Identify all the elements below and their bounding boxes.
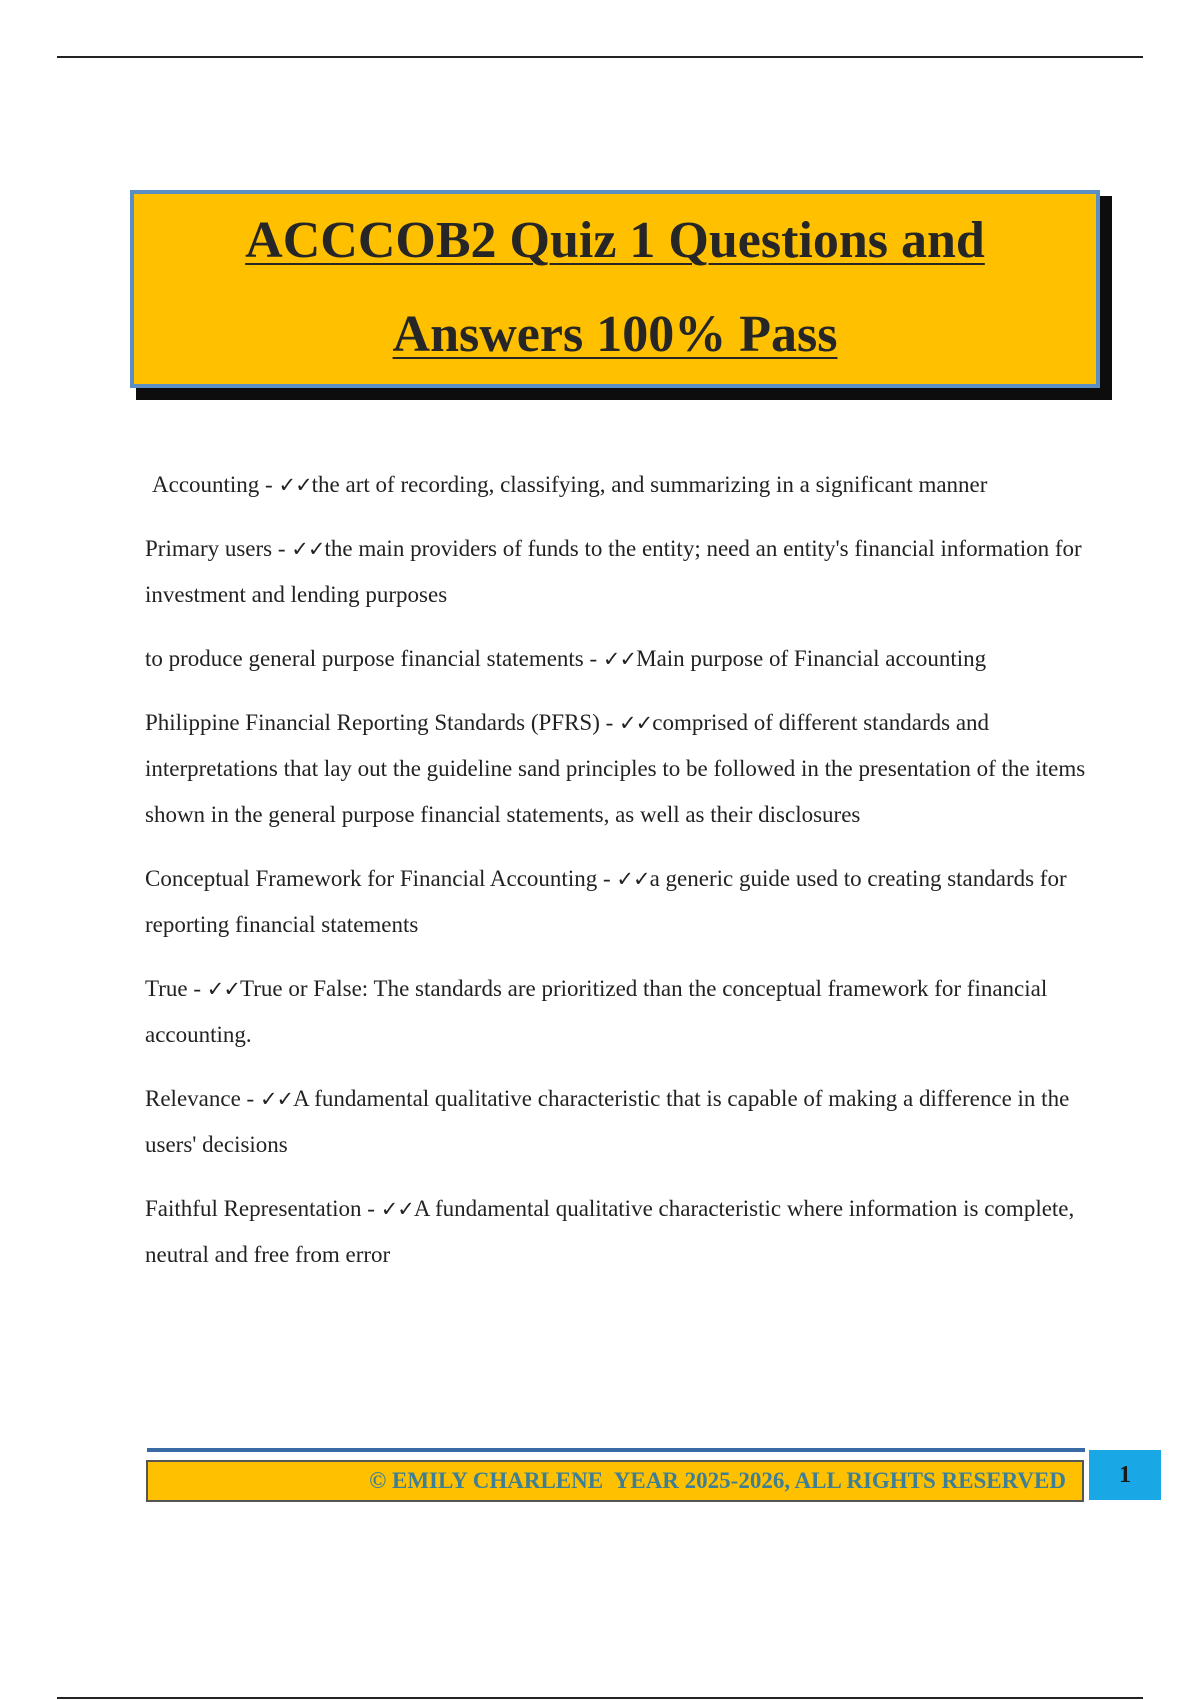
qa-entry bbox=[145, 526, 1095, 618]
title-line-1: ACCCOB2 Quiz 1 Questions and bbox=[245, 212, 985, 269]
entry-term: Primary users - bbox=[145, 536, 292, 561]
title-banner bbox=[130, 190, 1100, 388]
qa-entry bbox=[145, 966, 1095, 1058]
check-mark-icon: ✓✓ bbox=[206, 977, 240, 1001]
entry-term: Conceptual Framework for Financial Accounting - bbox=[145, 866, 617, 891]
entry-definition: the main providers of funds to the entity; need an entity's financial information for investment and lending purposes bbox=[145, 536, 1082, 607]
qa-entry bbox=[145, 1076, 1095, 1168]
check-mark-icon: ✓✓ bbox=[259, 1087, 294, 1111]
entry-term: to produce general purpose financial statements - bbox=[145, 646, 603, 671]
entry-definition: Main purpose of Financial accounting bbox=[636, 646, 987, 671]
entry-definition: A fundamental qualitative characteristic that is capable of making a difference in the users' decisions bbox=[145, 1086, 1070, 1157]
entry-term: Philippine Financial Reporting Standards (PFRS) - bbox=[145, 710, 620, 735]
bottom-rule bbox=[57, 1697, 1143, 1699]
footer-rule bbox=[147, 1448, 1085, 1452]
check-mark-icon: ✓✓ bbox=[619, 711, 653, 735]
entry-term: Accounting - bbox=[152, 472, 279, 497]
entry-term: Relevance - bbox=[145, 1086, 260, 1111]
check-mark-icon: ✓✓ bbox=[291, 537, 325, 561]
entry-definition: True or False: The standards are prioritized than the conceptual framework for financial accounting. bbox=[145, 976, 1048, 1047]
page-number: 1 bbox=[1089, 1450, 1161, 1500]
title-line-2: Answers 100% Pass bbox=[392, 306, 838, 363]
entry-definition: comprised of different standards and interpretations that lay out the guideline sand principles to be followed in the presentation of the items shown in the general purpose financial statements, as well as their disclosures bbox=[145, 710, 1086, 827]
top-rule bbox=[57, 56, 1143, 58]
check-mark-icon: ✓✓ bbox=[602, 647, 637, 671]
qa-entry bbox=[145, 462, 1095, 508]
footer-copyright: © EMILY CHARLENE YEAR 2025-2026, ALL RIGHTS RESERVED bbox=[146, 1460, 1084, 1502]
entry-definition: a generic guide used to creating standards for reporting financial statements bbox=[145, 866, 1067, 937]
qa-entry bbox=[145, 700, 1095, 838]
qa-entry bbox=[145, 636, 1095, 682]
entry-definition: A fundamental qualitative characteristic where information is complete, neutral and free from error bbox=[145, 1196, 1075, 1267]
entry-term: Faithful Representation - bbox=[145, 1196, 381, 1221]
qa-list bbox=[145, 462, 1095, 1296]
check-mark-icon: ✓✓ bbox=[278, 473, 312, 497]
qa-entry bbox=[145, 1186, 1095, 1278]
check-mark-icon: ✓✓ bbox=[616, 867, 650, 891]
entry-term: True - bbox=[145, 976, 207, 1001]
check-mark-icon: ✓✓ bbox=[380, 1197, 414, 1221]
qa-entry bbox=[145, 856, 1095, 948]
entry-definition: the art of recording, classifying, and summarizing in a significant manner bbox=[311, 472, 988, 497]
